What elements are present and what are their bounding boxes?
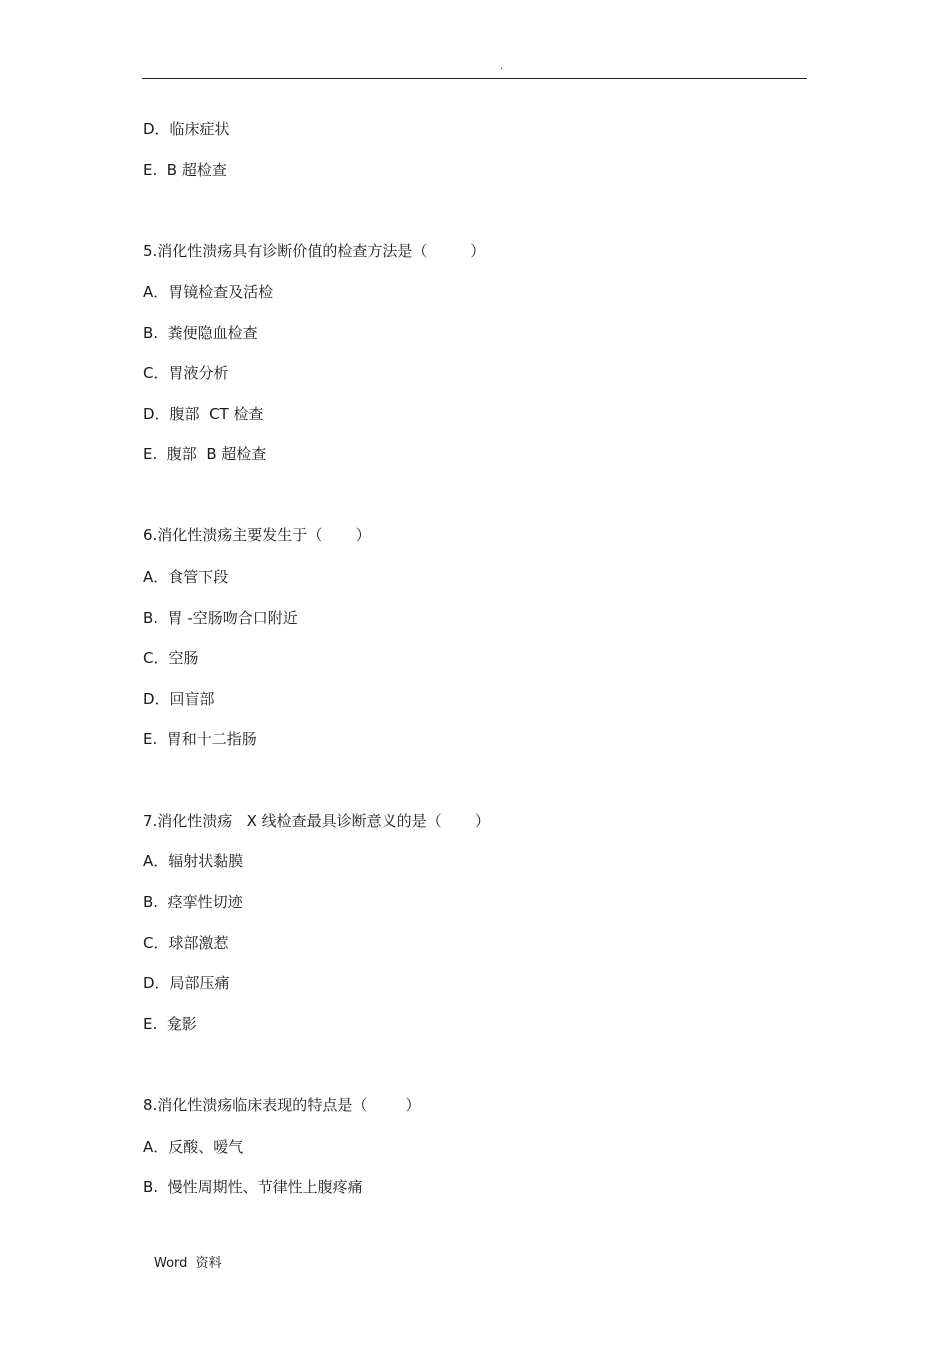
- q7-option-b: B. 痉挛性切迹: [143, 893, 243, 911]
- q4-option-d: D．临床症状: [143, 120, 230, 138]
- q6-option-c: C．空肠: [143, 649, 199, 667]
- q7-option-a: A．辐射状黏膜: [143, 852, 244, 870]
- q5-stem: 5.消化性溃疡具有诊断价值的检查方法是（ ）: [143, 242, 486, 260]
- q6-option-a: A．食管下段: [143, 568, 229, 586]
- q7-stem: 7.消化性溃疡 X 线检查最具诊断意义的是（ ）: [143, 812, 491, 830]
- header-rule: [142, 78, 807, 79]
- q5-option-e: E. 腹部 B 超检查: [143, 445, 267, 463]
- q8-option-a: A．反酸、嗳气: [143, 1138, 244, 1156]
- q5-option-a: A．胃镜检查及活检: [143, 283, 274, 301]
- q6-option-e: E. 胃和十二指肠: [143, 730, 257, 748]
- q6-option-d: D．回盲部: [143, 690, 215, 708]
- q8-option-b: B. 慢性周期性、节律性上腹疼痛: [143, 1178, 363, 1196]
- q7-option-d: D．局部压痛: [143, 974, 230, 992]
- header-mark: .: [500, 61, 504, 72]
- q7-option-e: E. 龛影: [143, 1015, 197, 1033]
- q6-stem: 6.消化性溃疡主要发生于（ ）: [143, 526, 371, 544]
- q7-option-c: C．球部激惹: [143, 934, 229, 952]
- q5-option-c: C．胃液分析: [143, 364, 229, 382]
- q4-option-e: E. B 超检查: [143, 161, 227, 179]
- footer-label: Word 资料: [154, 1256, 222, 1271]
- q5-option-d: D．腹部 CT 检查: [143, 405, 264, 423]
- q8-stem: 8.消化性溃疡临床表现的特点是（ ）: [143, 1096, 421, 1114]
- q5-option-b: B. 粪便隐血检查: [143, 324, 258, 342]
- q6-option-b: B. 胃 -空肠吻合口附近: [143, 609, 298, 627]
